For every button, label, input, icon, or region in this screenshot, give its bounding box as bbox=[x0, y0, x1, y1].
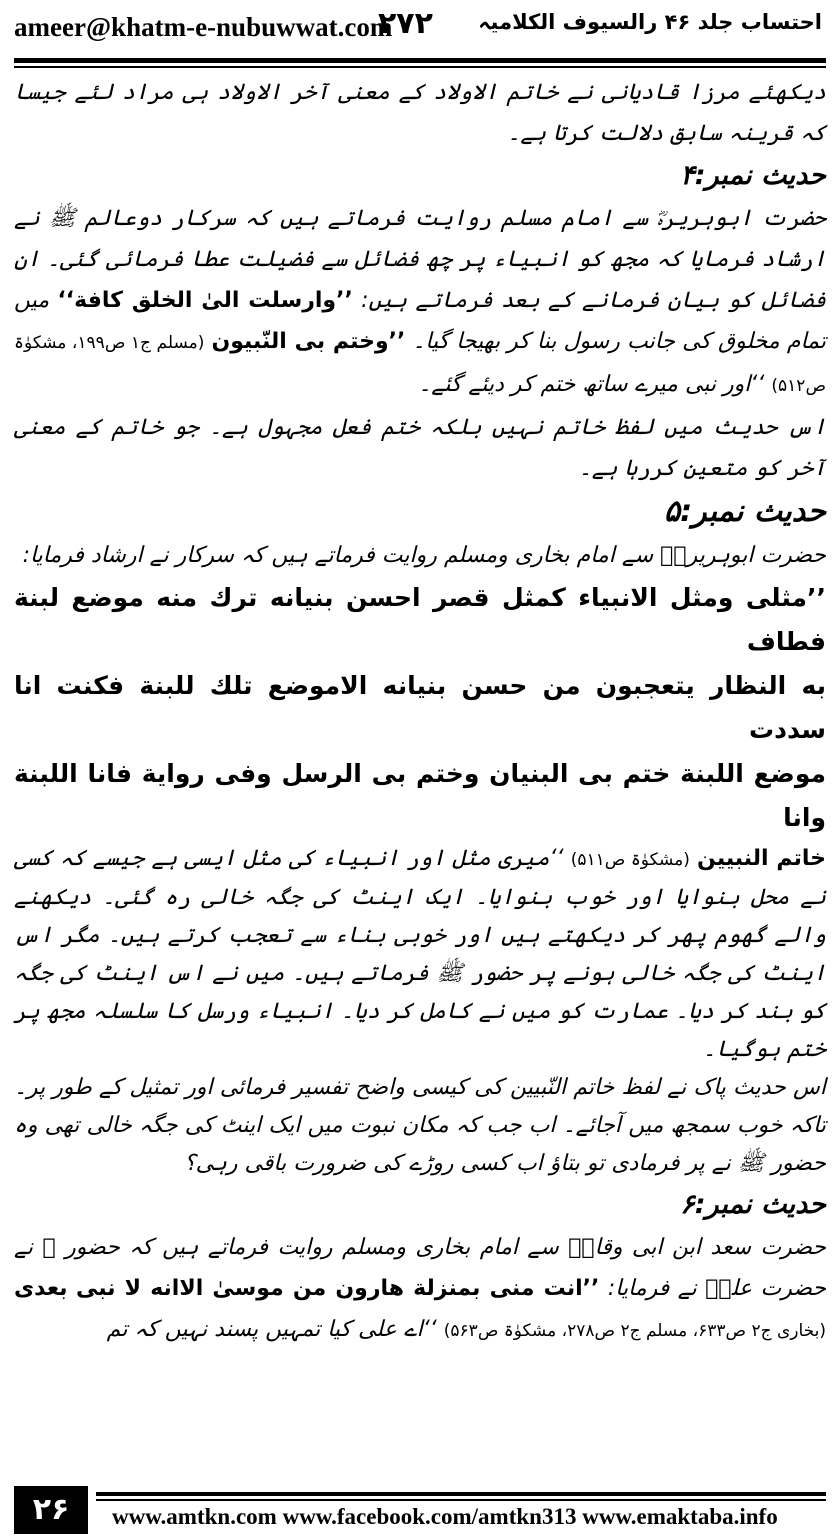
hadith-4-translation: میں تمام مخلوق کی جانب رسول بنا کر بھیجا گیا۔ bbox=[14, 288, 826, 354]
hadith-4-end: ‘‘اور نبی میرے ساتھ ختم کر دیئے گئے۔ bbox=[418, 372, 765, 397]
hadith-heading-5: حدیث نمبر:۵ bbox=[664, 494, 826, 529]
hadith-6-arabic-1: ’’انت منی بمنزلة هارون من موسیٰ الاانه لا نبی bbox=[76, 1276, 600, 1301]
paragraph-hadith-5-translation bbox=[14, 840, 826, 1069]
footer-rule-thin bbox=[96, 1499, 826, 1501]
header-email: ameer@khatm-e-nubuwwat.com bbox=[14, 12, 393, 42]
header-rule-thin bbox=[14, 66, 826, 68]
footer-rule-thick bbox=[96, 1492, 826, 1496]
paragraph-commentary-4: اس حدیث میں لفظ خاتم نہیں بلکہ ختم فعل مجہول ہے۔ جو خاتم کے معنی آخر کو متعین کررہا ہے۔ bbox=[14, 415, 826, 481]
hadith-4-text: حضرت ابوہریرہؓ سے امام مسلم روایت فرماتے ہیں کہ سرکار دوعالم ﷺ نے ارشاد فرمایا کہ مجھ کو انبیاء پر چھ فضائل سے فضیلت عطا فرمائی گئی۔ ان فضائل کو بیان فرمانے کے بعد فرماتے ہیں: bbox=[14, 206, 826, 313]
page-footer bbox=[0, 1484, 840, 1540]
hadith-4-reference: (مسلم ج۱ ص۱۹۹، مشکوٰۃ ص۵۱۲) bbox=[14, 333, 826, 396]
page-header bbox=[0, 0, 840, 58]
hadith-6-arabic-2: بعدی bbox=[14, 1276, 68, 1301]
footer-website-links: www.amtkn.com www.facebook.com/amtkn313 www.emaktaba.info bbox=[112, 1504, 778, 1529]
hadith-5-translation: ‘‘میری مثل اور انبیاء کی مثل ایسی ہے جیسے کہ کسی نے محل بنوایا اور خوب بنوایا۔ ایک اینٹ کی جگہ خالی رہ گئی۔ دیکھنے والے گھوم پھر کر دیکھتے ہیں اور خوبی بناء سے تعجب کرتے ہیں۔ مگر اس اینٹ کی جگہ خالی ہونے پر حضور ﷺ فرماتے ہیں۔ میں نے اس اینٹ کی جگہ کو بند کر دیا۔ عمارت کو میں نے کامل کر دیا۔ انبیاء ورسل کا سلسلہ مجھ پر ختم ہوگیا۔ bbox=[14, 846, 826, 1062]
hadith-4-arabic-1: ’’وارسلت الیٰ الخلق کافة‘‘ bbox=[57, 288, 353, 313]
header-book-title: احتساب جلد ۴۶ رالسیوف الکلامیہ bbox=[478, 10, 822, 34]
paragraph-hadith-5-intro: حضرت ابوہریرہؓ سے امام بخاری ومسلم روایت فرماتے ہیں کہ سرکار نے ارشاد فرمایا: bbox=[22, 543, 826, 568]
hadith-heading-4: حدیث نمبر:۴ bbox=[680, 160, 826, 191]
hadith-4-arabic-2: ’’وختم بی النّبیون bbox=[211, 329, 406, 354]
paragraph-commentary-5: اس حدیث پاک نے لفظ خاتم النّبیین کی کیسی واضح تفسیر فرمائی اور تمثیل کے طور پر۔ تاکہ خوب سمجھ میں آجائے۔ اب جب کہ مکان نبوت میں ایک اینٹ کی جگہ خالی تھی وہ حضور ﷺ نے پر فرمادی تو بتاؤ اب کسی روڑے کی ضرورت باقی رہی؟ bbox=[14, 1075, 826, 1176]
paragraph-hadith-4 bbox=[14, 198, 826, 407]
header-rule-thick bbox=[14, 58, 826, 63]
arabic-line-1: ’’مثلی ومثل الانبیاء کمثل قصر احسن بنیانه ترك منه موضع لبنة فطاف bbox=[14, 583, 826, 656]
arabic-line-2: به النظار یتعجبون من حسن بنیانه الاموضع تلك للبنة فکنت انا سددت bbox=[14, 671, 826, 744]
hadith-6-text: حضرت سعد ابن ابی وقاصؓ سے امام بخاری ومسلم روایت فرماتے ہیں کہ حضور ﷺ نے حضرت علیؓ نے فرمایا: bbox=[14, 1235, 827, 1301]
header-page-number: ۲۷۲ bbox=[378, 6, 433, 41]
paragraph-intro: دیکھئے مرزا قادیانی نے خاتم الاولاد کے معنی آخر الاولاد ہی مراد لئے جیسا کہ قرینہ سابق دلالت کرتا ہے۔ bbox=[14, 80, 826, 146]
paragraph-hadith-6 bbox=[14, 1227, 826, 1352]
hadith-5-reference: (مشکوٰۃ ص۵۱۱) bbox=[570, 850, 690, 870]
page-body bbox=[14, 72, 826, 1352]
hadith-6-reference: (بخاری ج۲ ص۶۳۳، مسلم ج۲ ص۲۷۸، مشکوٰۃ ص۵۶۳) bbox=[443, 1321, 826, 1341]
hadith-heading-6: حدیث نمبر:۶ bbox=[680, 1189, 826, 1220]
arabic-line-3: موضع اللبنة ختم بی البنیان وختم بی الرسل وفی روایة فانا اللبنة وانا bbox=[14, 759, 826, 832]
footer-page-number: ۲۶ bbox=[14, 1486, 88, 1534]
arabic-line-4: خاتم النبیین bbox=[697, 846, 827, 871]
hadith-6-end: ‘‘اے علی کیا تمہیں پسند نہیں کہ تم bbox=[106, 1317, 437, 1342]
